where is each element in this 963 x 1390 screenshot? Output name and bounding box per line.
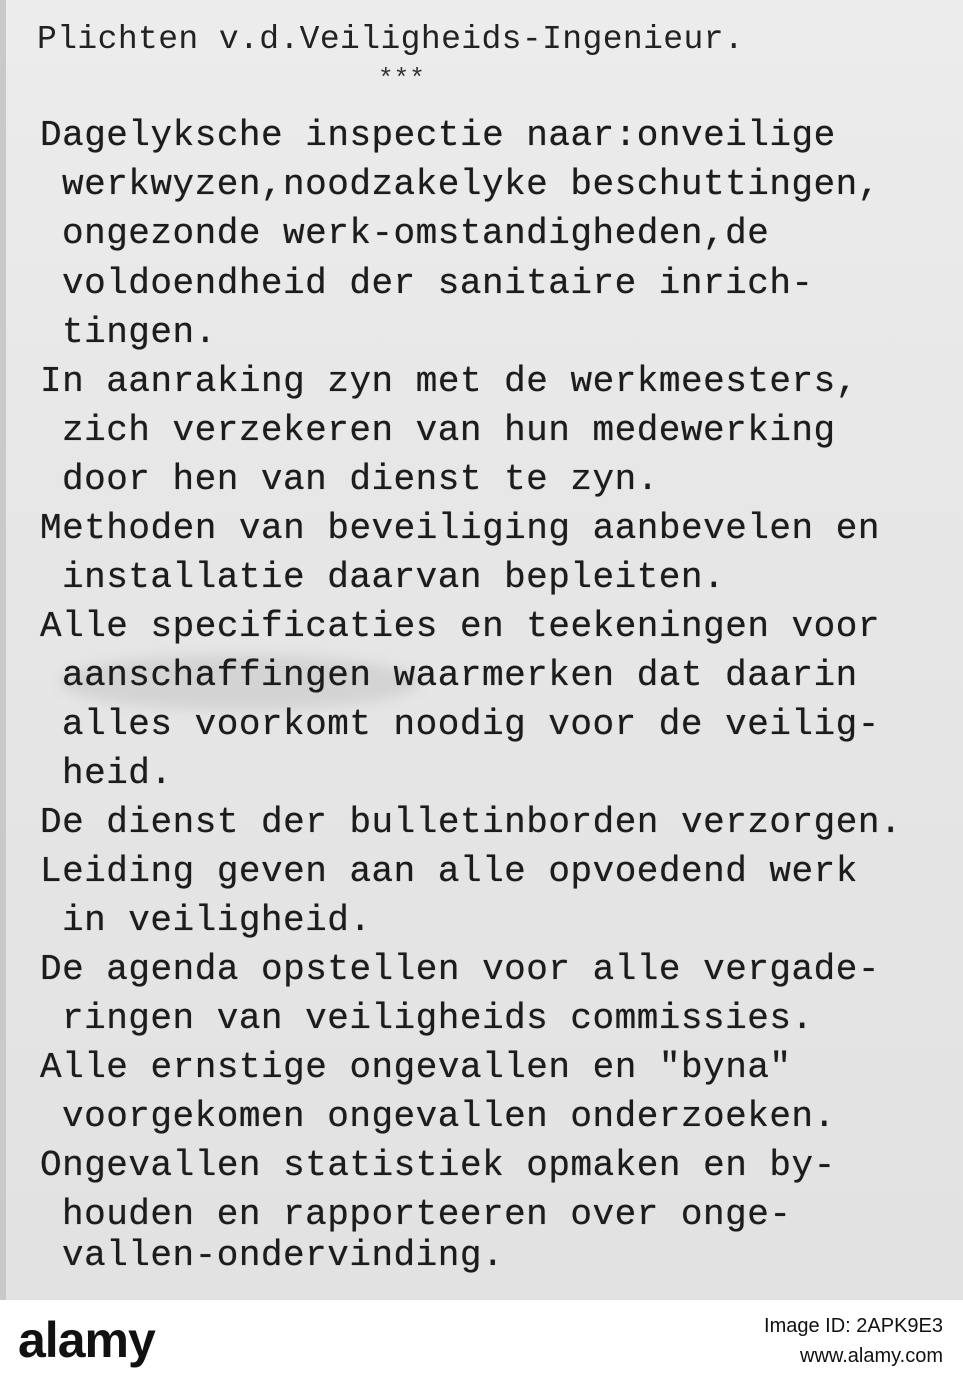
text-line: heid.: [62, 753, 173, 794]
text-line: door hen van dienst te zyn.: [62, 459, 659, 500]
text-line: Ongevallen statistiek opmaken en by-: [40, 1145, 836, 1186]
text-line: installatie daarvan bepleiten.: [62, 557, 726, 598]
text-line: houden en rapporteeren over onge-: [62, 1194, 792, 1235]
text-line: in veiligheid.: [62, 900, 372, 941]
text-line: In aanraking zyn met de werkmeesters,: [40, 361, 858, 402]
text-line: voorgekomen ongevallen onderzoeken.: [62, 1096, 836, 1137]
text-line: voldoendheid der sanitaire inrich-: [62, 263, 814, 304]
brand-logo: alamy: [18, 1312, 155, 1368]
site-url[interactable]: www.alamy.com: [800, 1345, 943, 1367]
text-line: tingen.: [62, 312, 217, 353]
page-edge: [0, 0, 6, 1300]
text-line: Methoden van beveiliging aanbevelen en: [40, 508, 880, 549]
text-line: aanschaffingen waarmerken dat daarin: [62, 655, 858, 696]
text-line: ringen van veiligheids commissies.: [62, 998, 814, 1039]
text-line: vallen-ondervinding.: [62, 1235, 505, 1276]
text-line: ongezonde werk-omstandigheden,de: [62, 213, 770, 254]
document-title: Plichten v.d.Veiligheids-Ingenieur.: [37, 21, 745, 58]
text-line: De agenda opstellen voor alle vergade-: [40, 949, 880, 990]
text-line: zich verzekeren van hun medewerking: [62, 410, 836, 451]
text-line: Alle ernstige ongevallen en "byna": [40, 1047, 792, 1088]
text-line: Dagelyksche inspectie naar:onveilige: [40, 115, 836, 156]
text-line: Leiding geven aan alle opvoedend werk: [40, 851, 858, 892]
text-line: werkwyzen,noodzakelyke beschuttingen,: [62, 164, 880, 205]
text-line: De dienst der bulletinborden verzorgen.: [40, 802, 903, 843]
title-ornament: ***: [378, 64, 425, 94]
image-id-label: Image ID: 2APK9E3: [764, 1315, 943, 1337]
text-line: alles voorkomt noodig voor de veilig-: [62, 704, 880, 745]
stock-meta: [523, 1314, 943, 1374]
text-line: Alle specificaties en teekeningen voor: [40, 606, 880, 647]
